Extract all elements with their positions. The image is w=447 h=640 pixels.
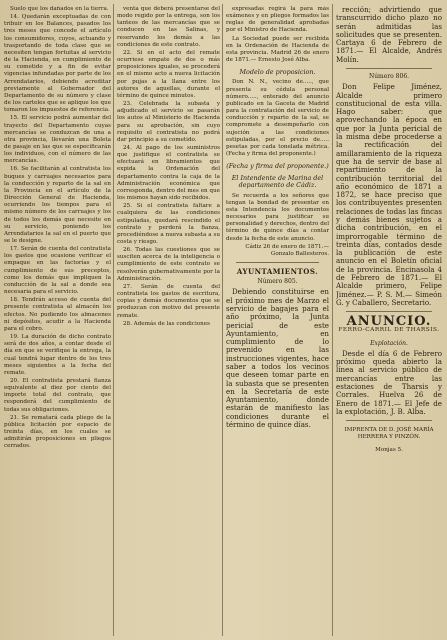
paragraph: Se recuerda a los señores que tengan la bondad de presentar en esta Intendencia los documentos necesarios para justificar su personalidad y derechos, dentro del término de quince días a contar desde la fecha de este anuncio. xyxy=(226,192,329,242)
paragraph: 25. Si el contratista faltare a cualquiera de las condiciones estipuladas, quedará rescindido el contrato y perderá la fianza, procediéndose a nueva subasta a su costa y riesgo. xyxy=(117,203,220,245)
paragraph: 26. Todas las cuestiones que se susciten acerca de la inteligencia o cumplimiento de este contrato se resolverán gubernativamente por la Administración. xyxy=(117,247,220,282)
paragraph: Desde el día 6 de Febrero próximo queda abierto la línea al servicio público de mercancías entre las estaciones de Tharsis y Corrales. Huelva 26 de Enero de 1871.— El Jefe de la explotación, J. B. Alba. xyxy=(336,348,442,416)
column-rule xyxy=(222,4,223,636)
anuncio-heading: ANUNCIO. xyxy=(346,314,432,330)
divider xyxy=(346,420,432,421)
paragraph: Suelo que los dañados en la tierra. xyxy=(10,6,109,12)
divider xyxy=(236,262,319,263)
section-heading: (Fecha y firma del proponente.) xyxy=(226,162,329,171)
paragraph: 19. La duración de dicho contrato será de dos años, a contar desde el día en que se verifique la entrega, la cual tendrá lugar dentro de los tres meses siguientes a la fecha del remate. xyxy=(4,334,111,376)
column-rule xyxy=(332,4,333,636)
paragraph: 17. Serán de cuenta del contratista los gastos que ocasione verificar el empaque en las factorías y el cumplimiento de sus preceptos, como los demás que impliquen la conducción de la sal a donde sea necesaria para el servicio. xyxy=(4,246,111,296)
section-subheading: Explotación. xyxy=(370,339,408,347)
paragraph: 21. Se rematará cada pliego de la pública licitación por espacio de treinta días, en los cuales se admitirán proposiciones en pliegos cerrados. xyxy=(4,414,111,450)
section-heading: Modelo de proposicion. xyxy=(239,68,316,77)
paragraph: 27. Serán de cuenta del contratista los gastos de escritura, copias y demás documentos que se produzcan con motivo del presente remate. xyxy=(117,283,220,319)
divider xyxy=(346,68,432,69)
signature-line: Cádiz 26 de enero de 1871.— Gonzalo Ballesteros. xyxy=(245,243,329,257)
paragraph: Debiendo constituirse en el próximo mes de Marzo el servicio de bagajes para el año próximo, la Junta pericial de este Ayuntamiento, en cumplimiento de lo prevenido en las instrucciones vigentes, hace saber a todos los vecinos que deseen tomar parte en la subasta que se presenten en la Secretaría de este Ayuntamiento, donde estarán de manifiesto las condiciones durante el término de quince días. xyxy=(226,287,329,430)
paragraph: 14. Quedarán exceptuadas de con tribuir en los Balances, pasados los tres meses que concede el artículo los consumidores, cuyos, actuando y trasportando de toda clase que se necesiten tengan fortuitas al servicio de la Hacienda, en cumplimiento de su cometido y a fin de evitar vigencias infundadas por parte de los Arrendatarios, debiendo acreditar previamente al Gobernador del Departamento de su número y clase de los carteles que se aplique los que tomaron los impuestos de referencia. xyxy=(4,14,111,114)
paragraph: 28. Además de las condiciones xyxy=(123,320,210,327)
paragraph: 23. Celebrada la subasta y adjudicado el servicio se pasarán los autos al Ministerio de Hacienda para su aprobación, sin cuyo requisito el contratista no podrá dar principio a su cometido. xyxy=(117,101,220,143)
company-name: FERRO-CARRIL DE THARSIS. xyxy=(338,327,440,334)
printer-address: Monjas 5. xyxy=(375,447,403,454)
printer-imprint: IMPRENTA DE D. JOSÉ MARÍA HERRERA Y PINZÓN. xyxy=(344,427,434,441)
paragraph: 15. El servicio podrá aumentar del trayecto del Departamento cuyas mercancías se conduzcan de una a otra provincia, llevarán una Boleta de pasaje en las que se especificarán los individuos, con el número de las mercancías. xyxy=(4,115,111,165)
divider xyxy=(346,311,432,312)
column-2 xyxy=(117,6,220,634)
paragraph: venta que deberá presentarse del modo regido por la entrega, son los tanteos de las mercancías que se conducen en las Salinas, y reservando los demás a las condiciones de este contrato. xyxy=(117,6,220,48)
notice-number: Número 806. xyxy=(368,73,410,81)
paragraph: 22. Si en el acto del remate ocurriese empate de dos o más proposiciones iguales, se procederá en el mismo acto a nueva licitación por pujas a la llana entre los autores de aquellas, durante el término de quince minutos. xyxy=(117,49,220,99)
paragraph: 16. Se facilitarán al contratista los buques y carruajes necesarios para la conducción y reparto de la sal en la Provincia en el artículo de la Dirección General de Hacienda, ocurriendo los tiempos para el mismo número de los carruajes y los de todos los demás que necesite en su servicio, poniendo los Arrendatarios la sal en el puerto que se le designe. xyxy=(4,166,111,244)
paragraph: La Sociedad puede ser recibida en la Ordenación de Hacienda de esta provincia. Madrid 26 de enero de 1871.— Ernesto José Alba. xyxy=(226,35,329,64)
column-4 xyxy=(336,6,442,634)
paragraph: 24. Al pago de los suministros que justifique el contratista se efectuará en libramientos que expida la Ordenación del departamento contra la caja de la Administración económica que corresponda, dentro del mes en que los mismos hayan sido recibidos. xyxy=(117,144,220,202)
column-3 xyxy=(226,6,329,634)
paragraph: 20. El contratista prestará fianza equivalente al diez por ciento del importe total del contrato, que responderá del cumplimiento de todas sus obligaciones. xyxy=(4,377,111,413)
column-rule xyxy=(113,4,114,636)
paragraph: 18. Tendrán acceso de cuenta del presente contratista al almacén los efectos. No pudiendo los almacenes ni depósitos, acudir a la Hacienda para el cobro. xyxy=(4,297,111,332)
notice-number: Número 805. xyxy=(257,278,298,286)
paragraph: Don N. N., vecino de....., que presenta su cédula personal número....., enterado del anuncio publicado en la Gaceta de Madrid para la contratación del servicio de conducción y reparto de la sal, se compromete a desempeñarlo con sujeción a las condiciones estipuladas, por el precio de..... pesetas por cada tonelada métrica. (Fecha y firma del proponente.) xyxy=(226,79,329,157)
paragraph: rección; advirtiendo que transcurrido dicho plazo no serán admitidas las solicitudes que se presenten. Cartaya 6 de Febrero de 1871.— El Alcalde, Andrés Molín. xyxy=(336,6,442,64)
paragraph: Don Felipe Jiménez, Alcalde primero constitucional de esta villa. Hago saber: que aprovechando la época en que por la Junta pericial de la misma debe procederse a la rectificación del amillaramiento de la riqueza que ha de servir de base al repartimiento de la contribución territorial del año económico de 1871 a 1872, se hace preciso que los contribuyentes presenten relaciones de todas las fincas y demás bienes sujetos a dicha contribución, en el improrrogable término de treinta días, contados desde la publicación de este anuncio en el Boletín oficial de la provincia. Encinasola 4 de Febrero de 1871.— El Alcalde primero, Felipe Jiménez.— P. S. M.— Simeón G. y Caballero, Secretario. xyxy=(336,82,442,307)
section-heading: AYUNTAMIENTOS. xyxy=(236,267,319,276)
column-1 xyxy=(4,6,111,634)
paragraph: expresadas regirá la para más exámenes y en pliegos formados las reglas de generalidad aprobadas por el Ministro de Hacienda. xyxy=(226,6,329,34)
section-heading: El Intendente de Marina del departamento de Cádiz. xyxy=(231,174,324,190)
